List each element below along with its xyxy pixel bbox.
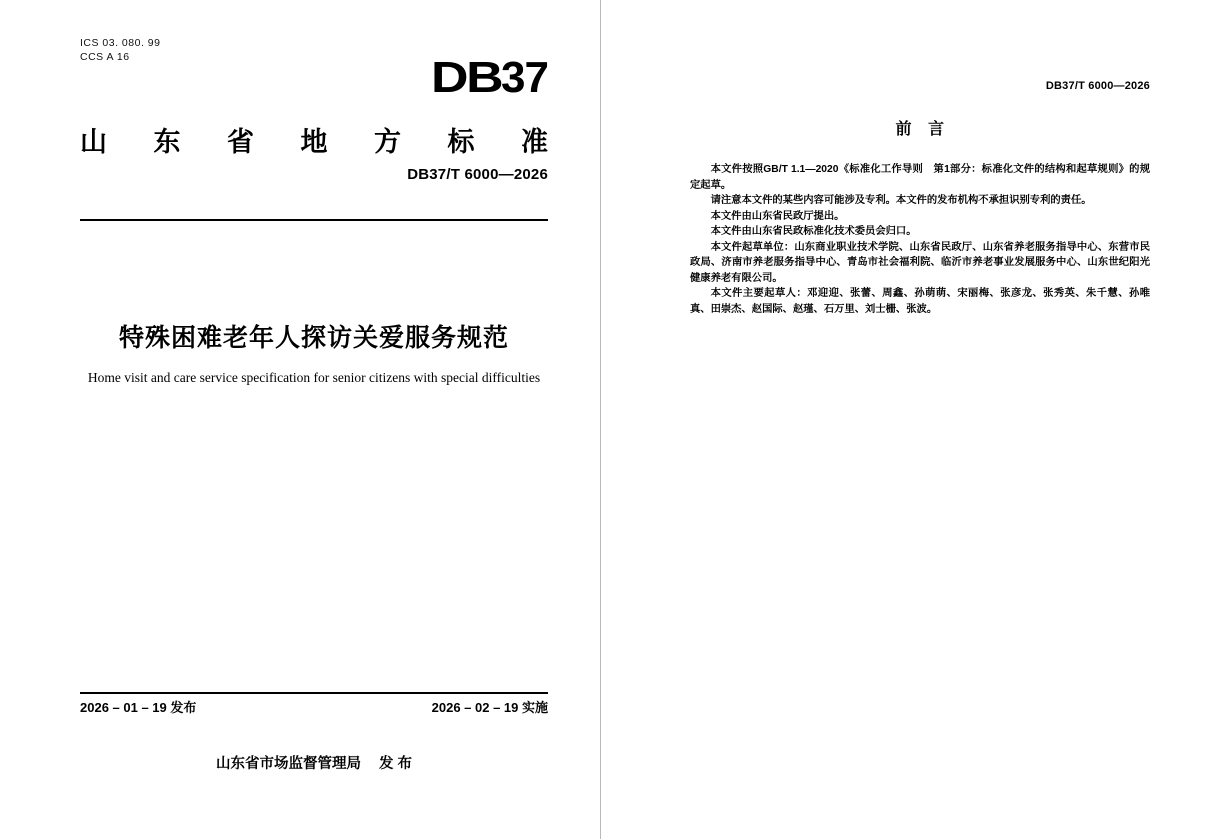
series-char: 山 [80, 127, 107, 157]
foreword-title [690, 116, 1150, 139]
series-char: 东 [153, 127, 181, 157]
foreword-title-char-2: 言 [928, 121, 945, 138]
cover-top-rule [80, 219, 548, 221]
publisher-action: 发 布 [378, 756, 413, 772]
implementation-date: 2026 – 02 – 19 实施 [431, 700, 548, 715]
series-char: 地 [300, 127, 328, 157]
foreword-content [690, 0, 1150, 839]
series-char: 省 [227, 127, 254, 157]
publisher-name: 山东省市场监督管理局 [215, 756, 361, 772]
series-char: 标 [447, 127, 475, 157]
cover-title-english: Home visit and care service specification for senior citizens with special difficulties [87, 370, 541, 385]
series-title [80, 120, 548, 159]
cover-title-chinese: 特殊困难老年人探访关爱服务规范 [118, 324, 509, 352]
db37-logo-db: DB [431, 53, 502, 102]
issue-date: 2026 – 01 – 19 发布 [80, 700, 197, 715]
foreword-paragraph: 本文件起草单位：山东商业职业技术学院、山东省民政厅、山东省养老服务指导中心、东营市民政局、济南市养老服务指导中心、青岛市社会福利院、临沂市养老事业发展服务中心、山东世纪阳光健康养老有限公司。 [690, 241, 1150, 284]
foreword-header-standard-number: DB37/T 6000—2026 [1045, 80, 1150, 92]
publisher-row [80, 752, 548, 773]
foreword-page [600, 0, 1214, 839]
foreword-paragraph: 本文件由山东省民政厅提出。 [710, 210, 845, 222]
ccs-line: CCS A 16 [80, 51, 130, 63]
db37-logo-number: 37 [501, 53, 548, 102]
cover-page [0, 0, 600, 839]
foreword-paragraph: 本文件由山东省民政标准化技术委员会归口。 [710, 226, 917, 237]
cover-content [80, 0, 548, 839]
cover-dates [80, 697, 548, 716]
foreword-title-char-1: 前 [895, 121, 912, 138]
series-char: 方 [374, 127, 401, 157]
db37-logo [431, 53, 548, 102]
ics-classification-block [80, 36, 160, 64]
foreword-body [690, 162, 1150, 317]
foreword-paragraph: 本文件主要起草人：邓迎迎、张蕾、周鑫、孙萌萌、宋丽梅、张彦龙、张秀英、朱千慧、孙唯真、田崇杰、赵国际、赵瑾、石万里、刘士栅、张波。 [690, 288, 1150, 315]
ics-line: ICS 03. 080. 99 [80, 37, 161, 49]
standard-number: DB37/T 6000—2026 [407, 166, 548, 183]
foreword-paragraph: 本文件按照GB/T 1.1—2020《标准化工作导则 第1部分：标准化文件的结构和起草规则》的规定起草。 [690, 164, 1150, 191]
series-char: 准 [521, 127, 548, 157]
cover-bottom-rule [80, 692, 548, 694]
foreword-paragraph: 请注意本文件的某些内容可能涉及专利。本文件的发布机构不承担识别专利的责任。 [710, 195, 1092, 206]
